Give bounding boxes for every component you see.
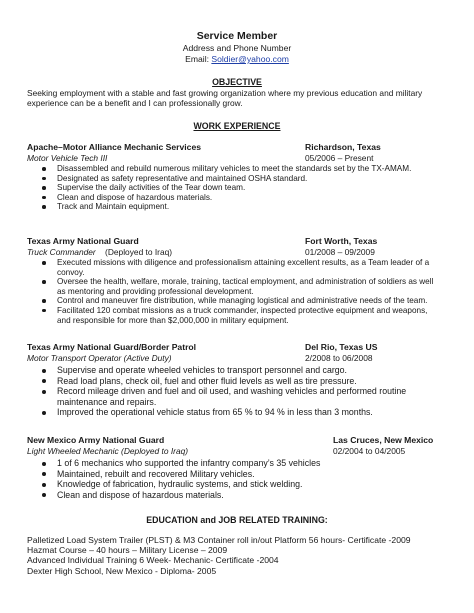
job-header <box>27 342 447 353</box>
employer-name: Apache–Motor Alliance Mechanic Services <box>27 142 202 152</box>
list-item: Improved the operational vehicle status from 65 % to 94 % in less than 3 months. <box>40 407 440 418</box>
job-location: Del Rio, Texas US <box>305 342 378 352</box>
job-role: Motor Transport Operator (Active Duty) <box>27 353 172 363</box>
job-note: (Deployed to Iraq) <box>105 247 173 257</box>
email-label: Email: <box>185 54 212 64</box>
list-item: Executed missions with diligence and professionalism attaining excellent results, as a Team leader of a convoy. <box>40 258 440 277</box>
job-dates: 02/2004 to 04/2005 <box>333 446 406 456</box>
list-item: Palletized Load System Trailer (PLST) & M3 Container roll in/out Platform 56 hours- Certificate -2009 <box>27 535 411 545</box>
applicant-name: Service Member <box>196 30 278 42</box>
list-item: Supervise and operate wheeled vehicles to transport personnel and cargo. <box>40 365 440 376</box>
list-item: Track and Maintain equipment. <box>40 202 440 212</box>
job-dates: 01/2008 – 09/2009 <box>305 247 375 257</box>
list-item: Record mileage driven and fuel and oil used, and washing vehicles and performed routine maintenance and repairs. <box>40 386 440 407</box>
list-item: Dexter High School, New Mexico - Diploma- 2005 <box>27 565 217 576</box>
address-phone: Address and Phone Number <box>182 43 292 53</box>
job-subheader <box>27 247 447 258</box>
list-item: Read load plans, check oil, fuel and other fluid levels as well as tire pressure. <box>40 376 440 387</box>
list-item: Hazmat Course – 40 hours – Military License – 2009 <box>27 545 228 556</box>
job-duties-list <box>40 365 440 418</box>
job-location: Richardson, Texas <box>305 142 381 152</box>
job-role: Light Wheeled Mechanic (Deployed to Iraq) <box>27 446 189 456</box>
list-item: Knowledge of fabrication, hydraulic systems, and stick welding. <box>40 479 440 490</box>
education-heading: EDUCATION and JOB RELATED TRAINING: <box>146 515 328 525</box>
list-item: Clean and dispose of hazardous materials. <box>40 490 440 501</box>
list-item: 1 of 6 mechanics who supported the infantry company’s 35 vehicles <box>40 458 440 469</box>
list-item: Maintained, rebuilt and recovered Military vehicles. <box>40 469 440 480</box>
list-item: Clean and dispose of hazardous materials. <box>40 193 440 203</box>
education-list <box>27 535 457 576</box>
list-item: Advanced Individual Training 6 Week- Mechanic- Certificate -2004 <box>27 555 279 566</box>
list-item: Supervise the daily activities of the Tear down team. <box>40 183 440 193</box>
employer-name: Texas Army National Guard <box>27 236 139 246</box>
employer-name: Texas Army National Guard/Border Patrol <box>27 342 197 352</box>
job-dates: 05/2006 – Present <box>305 153 374 163</box>
job-location: Las Cruces, New Mexico <box>333 435 434 445</box>
job-header <box>27 236 447 247</box>
job-header <box>27 435 447 446</box>
list-item: Control and maneuver fire distribution, while managing logistical and administrative needs of the team. <box>40 296 440 306</box>
job-role: Motor Vehicle Tech III <box>27 153 108 163</box>
work-experience-heading: WORK EXPERIENCE <box>193 121 281 131</box>
job-role-line <box>27 247 172 257</box>
job-duties-list <box>40 258 440 325</box>
job-subheader <box>27 446 447 457</box>
employer-name: New Mexico Army National Guard <box>27 435 165 445</box>
list-item: Oversee the health, welfare, morale, training, tactical employment, and administration of soldiers as well as mentoring and providing professional development. <box>40 277 440 296</box>
job-duties-list <box>40 458 440 500</box>
job-subheader <box>27 153 447 164</box>
job-duties-list <box>40 164 440 212</box>
list-item: Designated as safety representative and maintained OSHA standard. <box>40 174 440 184</box>
list-item: Facilitated 120 combat missions as a truck commander, inspected protective equipment and weapons, and responsible for more than $2,000,000 in military equipment. <box>40 306 440 325</box>
objective-heading: OBJECTIVE <box>212 77 262 87</box>
objective-text: Seeking employment with a stable and fast growing organization where my previous education and military experience can be a benefit and I can professionally grow. <box>27 88 423 108</box>
job-role: Truck Commander <box>27 247 96 257</box>
email-link[interactable]: Soldier@yahoo.com <box>211 54 289 64</box>
job-location: Fort Worth, Texas <box>305 236 378 246</box>
job-subheader <box>27 353 447 364</box>
email-line <box>0 54 474 64</box>
job-header <box>27 142 447 153</box>
job-dates: 2/2008 to 06/2008 <box>305 353 373 363</box>
list-item: Disassembled and rebuild numerous military vehicles to meet the standards set by the TX-AMAM. <box>40 164 440 174</box>
